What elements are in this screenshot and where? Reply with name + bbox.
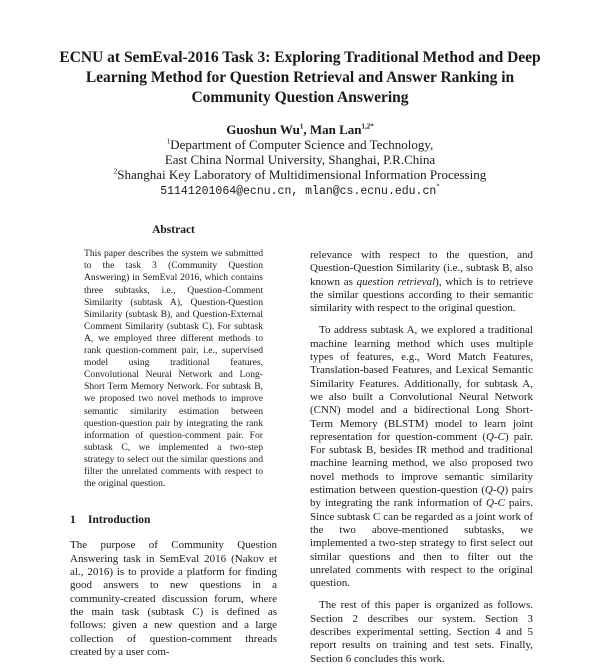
left-column <box>70 224 277 659</box>
author-names <box>40 122 560 137</box>
paragraph-2-text-c: ) pairs by integrating the rank information of <box>310 484 533 510</box>
affiliation-1-line-1 <box>40 137 560 152</box>
section-title: Introduction <box>88 514 151 527</box>
affiliation-1-text: Department of Computer Science and Technology, <box>170 137 434 152</box>
right-column <box>310 249 533 666</box>
affiliation-2-text: Shanghai Key Laboratory of Multidimensional Information Processing <box>117 167 487 182</box>
title-line-1: ECNU at SemEval-2016 Task 3: Exploring Traditional Method and Deep <box>59 49 541 66</box>
author-block <box>40 122 560 199</box>
right-paragraph-3: The rest of this paper is organized as follows. Section 2 describes our system. Section 3 describes experimental setting. Section 4 and 5 report results on training and test sets. Finally, Section 6 concludes this work. <box>310 599 533 665</box>
qq-term: Q-Q <box>484 484 505 497</box>
section-heading-introduction <box>70 514 277 527</box>
paragraph-2-text-a: To address subtask A, we explored a traditional machine learning method which uses multiple types of features, e.g., Word Match Features, Translation-based Features, and Lexical Semantic Similarity Features. Additionally, for subtask A, we also built a Convolutional Neural Network (CNN) model and a bidirectional Long Short-Term Memory (BLSTM) model to learn joint representation for question-comment ( <box>310 324 533 443</box>
right-paragraph-1 <box>310 249 533 315</box>
abstract-body: This paper describes the system we submitted to the task 3 (Community Question Answering) in SemEval 2016, which contains three subtasks, i.e., Question-Comment Similarity (subtask A), Question-Question Similarity (subtask B), and Question-External Comment Similarity (subtask C). For subtask A, we employed three different methods to rank question-comment pair, i.e., supervised model using traditional features, Convolutional Neural Network and Long-Short Term Memory Network. For subtask B, we proposed two novel methods to improve semantic similarity estimation between question-question pair by integrating the rank information of question-comment pair. For subtask C, we implemented a two-step strategy to select out the similar questions and filter the unrelated comments with respect to the original question. <box>84 248 263 490</box>
title-line-3: Community Question Answering <box>191 89 409 106</box>
author-2-affiliation-mark: 1,2* <box>361 122 374 131</box>
paper-title <box>40 48 560 108</box>
affiliation-1-line-2: East China Normal University, Shanghai, P.R.China <box>164 152 436 167</box>
paragraph-1-text-a: relevance with respect to the question, and Question-Question Similarity (i.e., subtask B, also known as <box>310 249 533 288</box>
author-emails-line <box>40 182 560 199</box>
author-1-affiliation-mark: 1 <box>299 122 304 131</box>
author-emails: 51141201064@ecnu.cn, mlan@cs.ecnu.edu.cn <box>160 185 437 198</box>
author-2-name: Man Lan <box>309 122 362 137</box>
author-separator: , <box>303 122 310 137</box>
qc-term-2: Q-C <box>486 497 505 510</box>
paragraph-2-text-d: pairs. Since subtask C can be regarded as a joint work of the two above-mentioned subtasks, we implemented a two-step strategy to first select out similar questions and then to filter out the unrelated comments with respect to the original question. <box>310 497 533 590</box>
section-number: 1 <box>70 514 76 527</box>
affiliation-1-mark: 1 <box>166 137 171 146</box>
qc-term: Q-C <box>486 430 505 443</box>
right-paragraph-2 <box>310 324 533 590</box>
affiliation-2-mark: 2 <box>113 167 118 176</box>
title-line-2: Learning Method for Question Retrieval and Answer Ranking in <box>85 69 515 86</box>
introduction-paragraph: The purpose of Community Question Answering task in SemEval 2016 (Nakov et al., 2016) is to provide a platform for finding good answers to new questions in a community-created discussion forum, where the main task (subtask C) is defined as follows: given a new question and a large collection of question-comment threads created by a user com- <box>70 539 277 658</box>
abstract-heading: Abstract <box>152 224 195 236</box>
paragraph-2-text-b: ) pair. For subtask B, besides IR method and traditional machine learning method, we also proposed two novel methods to improve semantic similarity estimation between question-question ( <box>310 430 533 497</box>
question-retrieval-term: question retrieval <box>356 275 436 288</box>
affiliation-2 <box>40 167 560 182</box>
paragraph-1-text-b: ), which is to retrieve the similar questions according to their semantic similarity with respect to the original question. <box>310 275 533 315</box>
corresponding-author-mark: * <box>436 182 440 191</box>
author-1-name: Guoshun Wu <box>226 122 300 137</box>
